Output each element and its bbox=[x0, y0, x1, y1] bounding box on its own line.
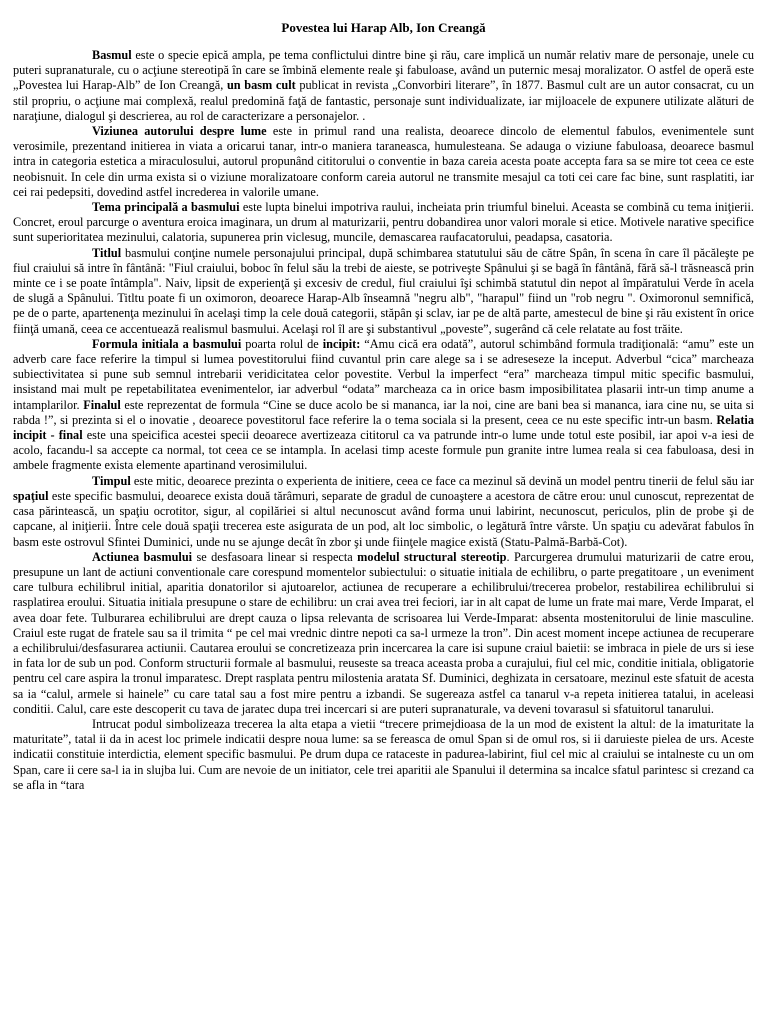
paragraph-text: este specific basmului, deoarece exista două tărâmuri, separate de gradul de cunoaştere a acestora de către erou: unul cunoscut, reprezentat de casa părintească, un spaţiu ocrotitor, sigur, al copilăriei si altul necunoscut având forma unui labirint, necunoscut, periculos, plin de probe şi de capcane, al iniţierii. Între cele două spaţii trecerea este asigurata de un pod, alt loc simbolic, o legătură între vârste. Un spaţiu cu adevărat fabulos în basm este ostrovul Sfintei Duminici, unde nu se ajunge decât în zbor şi unde fiinţele magice există (Statu-Palmă-Barbă-Cot). bbox=[13, 488, 754, 549]
paragraph bbox=[13, 717, 754, 793]
paragraph bbox=[13, 337, 754, 474]
paragraph-text: publicat in revista „Convorbiri literare”, în 1877. Basmul cult are un autor consacrat, cu un stil propriu, o acţiune mai complexă, realul predomină faţă de fantastic, personaje sunt individualizate, iar mijloacele de expunere utilizate alături de naraţiune, dialogul şi descrierea, au rol de caracterizare a personajelor. . bbox=[13, 78, 754, 123]
bold-term: Basmul bbox=[92, 48, 132, 62]
paragraph-text: este o specie epică ampla, pe tema conflictului dintre bine şi rău, care implică un număr relativ mare de personaje, unele cu puteri supranaturale, cu o acţiune stereotipă în care se îmbină elemente reale şi fabuloase, având un puternic mesaj moralizator. O astfel de operă este „Povestea lui Harap-Alb” de Ion Creangă, bbox=[13, 48, 754, 93]
paragraph bbox=[13, 474, 754, 550]
bold-term: spaţiul bbox=[13, 488, 49, 503]
paragraph-text: este lupta binelui impotriva raului, incheiata prin triumful binelui. Aceasta se combină cu tema iniţierii. Concret, eroul parcurge o aventura eroica imaginara, un drum al maturizarii, pentru dobandirea unor valori morale si etice. Motivele narative specifice sunt superioritatea mezinului, calatoria, supunerea prin viclesug, muncile, demascarea raufacatorului, peadapsa, casatoria. bbox=[13, 200, 754, 245]
paragraph-text: se desfasoara linear si respecta bbox=[192, 549, 358, 564]
bold-term: Finalul bbox=[83, 397, 121, 412]
paragraph bbox=[13, 48, 754, 124]
paragraph-text: poarta rolul de bbox=[241, 336, 323, 351]
bold-term: Formula initiala a basmului bbox=[92, 336, 242, 351]
document-body bbox=[13, 48, 754, 793]
paragraph-text: . Parcurgerea drumului maturizarii de catre erou, presupune un lant de actiuni conventionale care corespund momentelor subiectului: o situatie initiala de echilibru, o parte pregatitoare , un eveniment care tulbura echilibrul initial, aparitia donatorilor si ajutoarelor, actiunea de recuperare a echilibrului/trecerea probelor, restabilirea echilibrului si rasplatirea eroului. Situatia initiala presupune o stare de echilibru: un crai avea trei feciori, iar in alt capat de lume un frate mai mare, Verde Imparat, el avea doar fete. Tulburarea echilibrului are drept cauza o lipsa relevanta de scrisoarea lui Verde-Imparat: absenta mostenitorului de linie masculine. Craiul este rugat de fratele sau sa il trimita “ pe cel mai vrednic dintre nepoti ca sa-l urmeze la tron”. Din acest moment incepe actiunea de recuperare a echilibrului/desfasurarea actiunii. Cautarea eroului se concretizeaza prin incercarea la care isi supune craiul baietii: se imbraca in piele de urs si iese in fata lor de sub un pod. Conform structurii formale al basmului, reuseste sa treaca aceasta proba a curajului, fiul cel mic, conditie initiala, obligatorie pentru cel care aspira la tronul imparatesc. Drept rasplata pentru milostenia aratata Sf. Duminici, deghizata in cersatoare, mezinul este sfatuit de acesta sa ia “calul, armele si hainele” cu care tatal sau a fost mire pentru a izbandi. Se sugereaza astfel ca tanarul v-a repeta initierea tatalui, in aceleasi conditii. Calul, care este descoperit cu tava de jaratec dupa trei incercari si are puteri supranaturale, va deveni tovarasul si sfatuitorul tanarului. bbox=[13, 549, 754, 716]
bold-term: Tema principală a basmului bbox=[92, 200, 240, 215]
paragraph-text: basmului conţine numele personajului principal, după schimbarea statutului său de către Spân, în scena în care îl păcăleşte pe fiul craiului să intre în fântână: "Fiul craiului, boboc în felul său la trebi de aieste, se potriveşte Spânului şi se bagă în fântână, fără să-l trăsnească prin minte ce i se poate întâmpla". Naiv, lipsit de experienţă şi excesiv de credul, fiul craiului îşi schimbă statutul din nepot al împăratului Verde în acela de slugă a Spânului. Titltu poate fi un oximoron, deoarece Harap-Alb înseamnă "negru alb", "harapul" fiind un "rob negru ". Oximoronul semnifică, pe de o parte, apartenenţa mezinului în acelaşi timp la cele două categorii, stăpân şi sclav, iar pe de altă parte, amestecul de bine şi rău existent în orice fiinţă umană, ceea ce accentuează realismul basmului. Acelaşi rol îl are şi substantivul „poveste”, sugerând că cele relatate au fost trăite. bbox=[13, 245, 754, 336]
paragraph bbox=[13, 200, 754, 246]
paragraph bbox=[13, 246, 754, 337]
paragraph bbox=[13, 124, 754, 200]
paragraph-text: este una speicifica acestei specii deoarece avertizeaza cititorul ca va patrunde intr-o lume unde totul este posibil, iar apoi v-a iesi de acolo, facandu-l sa accepte ca normal, tot ceea ce se intampla. In acelasi timp aceste formule pun granite intre lumea reala si cea fabuloasa, desi in ambele fragmente exista elemente apartinand verosimilului. bbox=[13, 428, 755, 473]
bold-term: Viziunea autorului despre lume bbox=[92, 124, 267, 139]
document-title: Povestea lui Harap Alb, Ion Creangă bbox=[281, 20, 486, 35]
bold-term: un basm cult bbox=[226, 78, 296, 93]
bold-term: Titlul bbox=[92, 245, 122, 260]
bold-term: modelul structural stereotip bbox=[357, 549, 507, 564]
bold-term: incipit: bbox=[322, 336, 361, 351]
bold-term: Actiunea basmului bbox=[92, 549, 193, 564]
paragraph-text: este in primul rand una realista, deoarece dincolo de elementul fabulos, evenimentele sunt verosimile, prezentand initierea in viata a oricarui tanar, intr-o maniera taraneasca, humulesteana. Se adauga o viziune fabuloasa, deoarece basmul intra in categoria estetica a miraculosului, autorul propunând cititorului o conventie in baza careia acesta poate accepta fara sa se mire tot ceea ce este neobisnuit. In cele din urma exista si o viziune moralizatoare conform careia autorul ne transmite mesajul ca toti cei care fac bine, sunt rasplatiti, iar cei rai pedepsiti, dovedind astfel increderea in valorile umane. bbox=[13, 124, 754, 199]
bold-term: Relatia incipit - final bbox=[13, 412, 754, 443]
paragraph-text: Intrucat podul simbolizeaza trecerea la alta etapa a vietii “trecere primejdioasa de la un mod de existent la altul: de la imaturitate la maturitate”, tatal ii da in acest loc primele indicatii despre noua lume: sa se fereasca de omul Span si de omul ros, si ii daruieste pielea de urs. Aceste indicatii constituie interdictia, element specific basmului. Pe drum dupa ce rataceste in padurea-labirint, fiul cel mic al craiului se intalneste cu un om Span, care ii cere sa-l ia in slujba lui. Cum are nevoie de un initiator, cele trei aparitii ale Spanului il determina sa incalce sfatul parintesc si crezand ca se afla in “tara bbox=[13, 716, 754, 792]
paragraph-text: este reprezentat de formula “Cine se duce acolo be si mananca, iar la noi, cine are bani bea si mananca, iara cine nu, se uita si rabda !”, si prezinta si el o inovatie , deoarece povestitorul face referire la o tema sociala si la present, ceea ce nu este specific intr-un basm. bbox=[13, 397, 755, 427]
bold-term: Timpul bbox=[92, 473, 131, 488]
paragraph-text: este mitic, deoarece prezinta o experienta de initiere, ceea ce face ca mezinul să devină un model pentru tinerii de felul său iar bbox=[130, 473, 754, 488]
paragraph-text: “Amu cică era odată”, autorul schimbând formula tradiţională: “amu” este un adverb care face referire la timpul si lumea povestitorului fiind cuvantul prin care alege sa i se adreseseze la inceput. Adverbul “cica” marcheaza subiectivitatea si pune sub semnul intrebarii veridicitatea celor povestite. Verbul la imperfect “era” marcheaza timpul mitic specific basmului, insistand mai mult pe repetabilitatea evenimentelor, iar adverbul “odata” marcheaza ca in orice basm imposibilitatea plasarii intr-un timp anume a intamplarilor. bbox=[13, 336, 755, 412]
paragraph bbox=[13, 550, 754, 717]
